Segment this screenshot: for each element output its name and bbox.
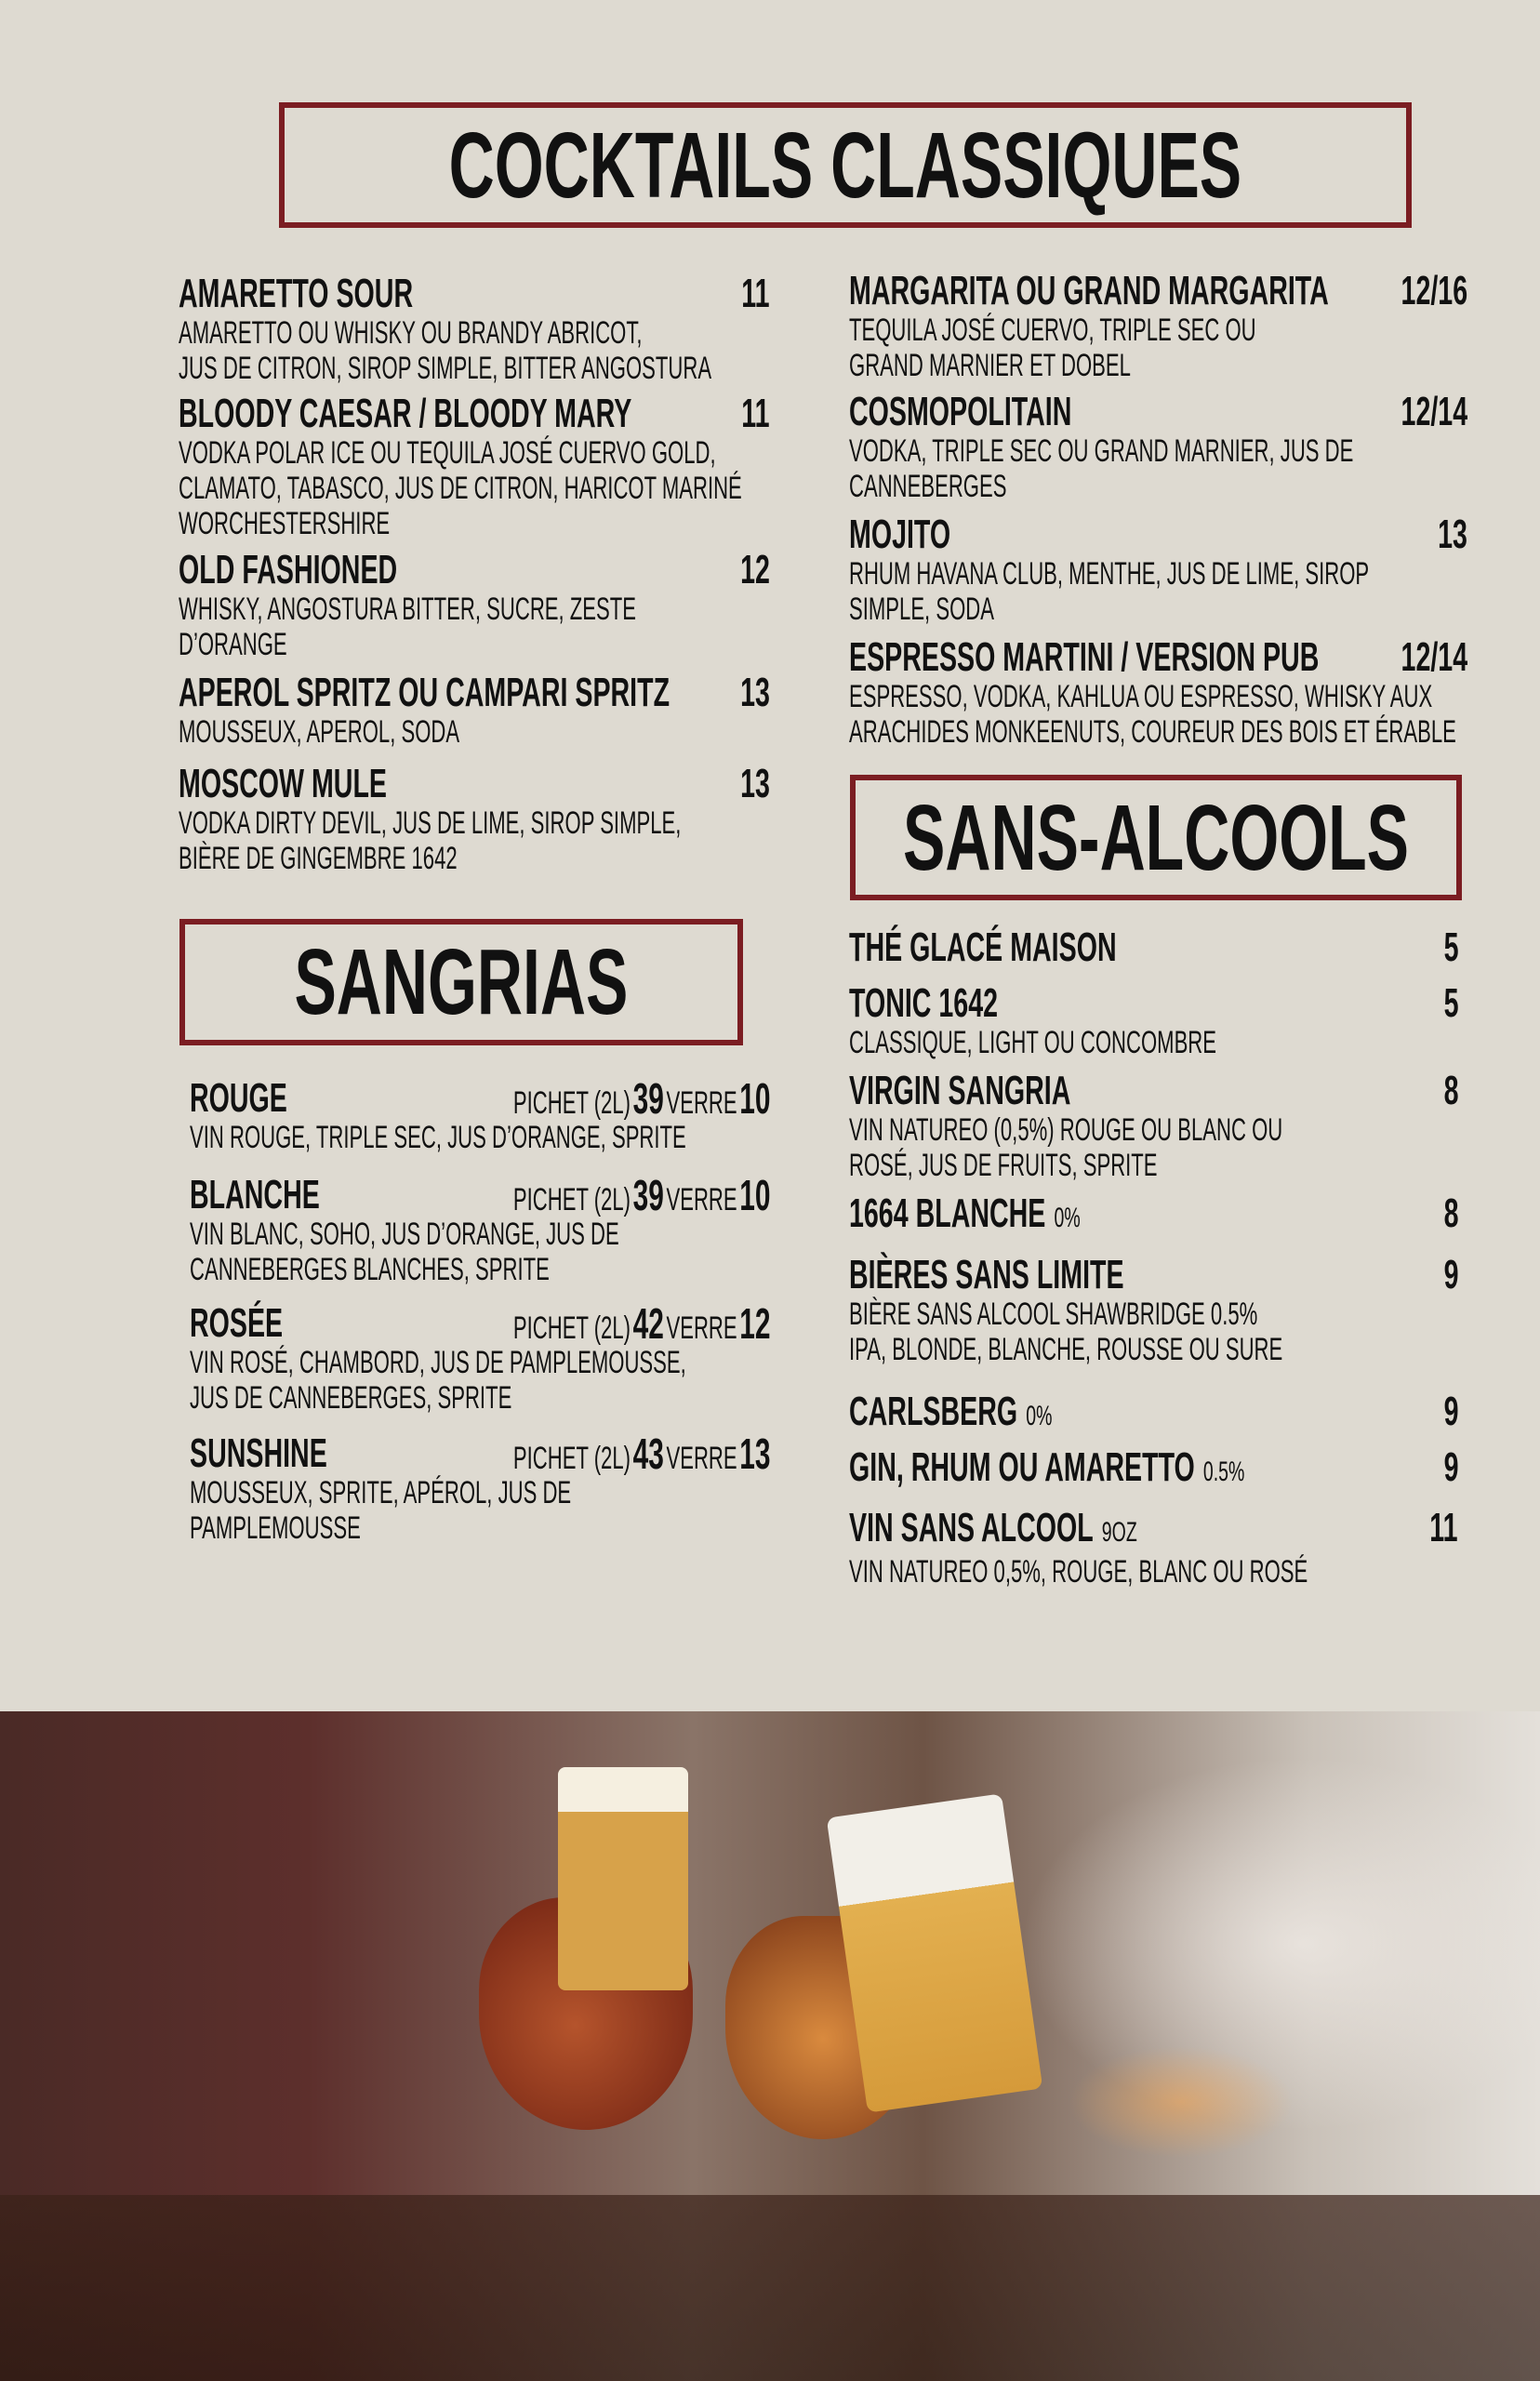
cocktail-item — [179, 672, 670, 750]
sangria-description: JUS DE CANNEBERGES, SPRITE — [190, 1380, 512, 1416]
cocktail-name: AMARETTO SOUR — [179, 271, 414, 316]
cocktails-title-box — [279, 102, 1412, 228]
sangria-prices — [511, 1074, 770, 1124]
glass-price: 10 — [738, 1074, 770, 1123]
sangria-name: BLANCHE — [190, 1172, 320, 1217]
sans-alcool-item — [849, 1507, 1308, 1590]
cocktail-item — [849, 513, 1369, 627]
cocktail-name: MOSCOW MULE — [179, 761, 388, 806]
cocktail-description: CLAMATO, TABASCO, JUS DE CITRON, HARICOT MARINÉ — [179, 471, 742, 506]
sangria-description: MOUSSEUX, SPRITE, APÉROL, JUS DE — [190, 1475, 572, 1510]
cocktail-description: VODKA POLAR ICE OU TEQUILA JOSÉ CUERVO GOLD, — [179, 435, 716, 471]
cocktail-description: D’ORANGE — [179, 627, 287, 662]
sangria-description: VIN BLANC, SOHO, JUS D’ORANGE, JUS DE — [190, 1217, 619, 1252]
cocktail-name: MOJITO — [849, 512, 951, 557]
sangria-description: VIN ROUGE, TRIPLE SEC, JUS D’ORANGE, SPRITE — [190, 1120, 686, 1155]
cocktail-price: 12/14 — [1401, 389, 1467, 434]
sans-alcool-name: GIN, RHUM OU AMARETTO 0.5% — [849, 1444, 1245, 1490]
sans-alcool-tag: 9OZ — [1101, 1517, 1137, 1548]
pitcher-label: PICHET (2L) — [512, 1441, 631, 1476]
sans-alcool-price: 8 — [1443, 1068, 1458, 1113]
sangrias-title: SANGRIAS — [294, 930, 629, 1034]
cocktail-description: CANNEBERGES — [849, 469, 1007, 504]
cocktail-item — [849, 636, 1456, 750]
glass-label: VERRE — [665, 1182, 737, 1217]
sans-alcool-item — [849, 1390, 1052, 1438]
sans-alcool-description: VIN NATUREO 0,5%, ROUGE, BLANC OU ROSÉ — [849, 1554, 1308, 1590]
sans-alcool-tag: 0% — [1026, 1401, 1053, 1431]
cocktail-description: MOUSSEUX, APEROL, SODA — [179, 714, 460, 750]
cocktail-price: 13 — [740, 670, 770, 715]
cocktail-item — [849, 270, 1329, 383]
sans-alcool-name: VIN SANS ALCOOL 9OZ — [849, 1505, 1137, 1550]
pitcher-label: PICHET (2L) — [512, 1085, 631, 1121]
sangria-prices — [511, 1171, 770, 1221]
sans-alcool-item — [849, 1446, 1244, 1494]
sans-alcool-price: 5 — [1443, 980, 1458, 1026]
glass-price: 10 — [738, 1171, 770, 1219]
cocktail-name: MARGARITA OU GRAND MARGARITA — [849, 268, 1329, 313]
cocktail-description: AMARETTO OU WHISKY OU BRANDY ABRICOT, — [179, 315, 643, 351]
cocktail-name: ESPRESSO MARTINI / VERSION PUB — [849, 634, 1320, 680]
pitcher-price: 42 — [632, 1299, 664, 1348]
pitcher-label: PICHET (2L) — [512, 1182, 631, 1217]
cocktail-description: VODKA, TRIPLE SEC OU GRAND MARNIER, JUS DE — [849, 433, 1354, 469]
sans-alcool-price: 9 — [1443, 1389, 1458, 1434]
pitcher-label: PICHET (2L) — [512, 1310, 631, 1346]
cocktails-title: COCKTAILS CLASSIQUES — [448, 113, 1242, 218]
cocktail-item — [849, 391, 1353, 504]
sans-alcool-price: 11 — [1429, 1505, 1458, 1550]
sans-alcool-item — [849, 1254, 1282, 1367]
sans-alcools-title-box — [850, 775, 1462, 900]
sangria-description: PAMPLEMOUSSE — [190, 1510, 361, 1546]
sangria-prices — [511, 1299, 770, 1350]
beer-glass-back — [558, 1767, 688, 1990]
cocktail-name: COSMOPOLITAIN — [849, 389, 1072, 434]
pitcher-price: 39 — [632, 1171, 664, 1219]
cocktail-price: 12/14 — [1401, 634, 1467, 680]
sangrias-title-box — [179, 919, 743, 1045]
sans-alcool-tag: 0.5% — [1202, 1457, 1245, 1487]
cocktail-description: WORCHESTERSHIRE — [179, 506, 391, 541]
cocktail-description: RHUM HAVANA CLUB, MENTHE, JUS DE LIME, SIROP — [849, 556, 1370, 592]
cocktail-name: OLD FASHIONED — [179, 547, 398, 592]
toast-photo — [0, 1711, 1540, 2381]
cocktail-description: JUS DE CITRON, SIROP SIMPLE, BITTER ANGOSTURA — [179, 351, 712, 386]
cocktail-description: BIÈRE DE GINGEMBRE 1642 — [179, 841, 458, 876]
sans-alcools-title: SANS-ALCOOLS — [903, 785, 1409, 890]
cocktail-name: APEROL SPRITZ OU CAMPARI SPRITZ — [179, 670, 670, 715]
sans-alcool-item — [849, 982, 1216, 1060]
sangria-description: VIN ROSÉ, CHAMBORD, JUS DE PAMPLEMOUSSE, — [190, 1345, 686, 1380]
cocktail-item — [179, 273, 711, 386]
sans-alcool-name: BIÈRES SANS LIMITE — [849, 1252, 1124, 1297]
glass-label: VERRE — [665, 1085, 737, 1121]
cocktail-price: 12 — [740, 547, 770, 592]
sans-alcool-tag: 0% — [1054, 1203, 1081, 1233]
sans-alcool-name: THÉ GLACÉ MAISON — [849, 924, 1117, 970]
sans-alcool-item — [849, 926, 1117, 969]
sans-alcool-description: VIN NATUREO (0,5%) ROUGE OU BLANC OU — [849, 1112, 1283, 1148]
cocktail-price: 12/16 — [1401, 268, 1467, 313]
glass-label: VERRE — [665, 1310, 737, 1346]
cocktail-description: ESPRESSO, VODKA, KAHLUA OU ESPRESSO, WHISKY AUX — [849, 679, 1433, 714]
cocktail-price: 11 — [741, 391, 770, 436]
glass-label: VERRE — [665, 1441, 737, 1476]
cocktail-item — [179, 392, 742, 541]
cocktail-description: GRAND MARNIER ET DOBEL — [849, 348, 1131, 383]
cocktail-item — [179, 763, 681, 876]
sans-alcool-description: BIÈRE SANS ALCOOL SHAWBRIDGE 0.5% — [849, 1297, 1258, 1332]
sans-alcool-item — [849, 1070, 1282, 1183]
sans-alcool-price: 9 — [1443, 1444, 1458, 1490]
sans-alcool-price: 9 — [1443, 1252, 1458, 1297]
cocktail-description: ARACHIDES MONKEENUTS, COUREUR DES BOIS ET ÉRABLE — [849, 714, 1456, 750]
cocktail-description: VODKA DIRTY DEVIL, JUS DE LIME, SIROP SIMPLE, — [179, 805, 682, 841]
sans-alcool-price: 8 — [1443, 1190, 1458, 1236]
glass-price: 12 — [738, 1299, 770, 1348]
sans-alcool-name: 1664 BLANCHE 0% — [849, 1190, 1081, 1236]
sans-alcool-price: 5 — [1443, 924, 1458, 970]
sangria-description: CANNEBERGES BLANCHES, SPRITE — [190, 1252, 550, 1287]
cocktail-price: 13 — [740, 761, 770, 806]
sangria-prices — [511, 1432, 770, 1480]
sans-alcool-description: ROSÉ, JUS DE FRUITS, SPRITE — [849, 1148, 1158, 1183]
sans-alcool-item — [849, 1192, 1081, 1240]
sangria-name: SUNSHINE — [190, 1430, 327, 1476]
pitcher-price: 43 — [632, 1430, 664, 1478]
table — [0, 2195, 1540, 2381]
cocktail-price: 13 — [1438, 512, 1467, 557]
sans-alcool-name: TONIC 1642 — [849, 980, 999, 1026]
glass-price: 13 — [738, 1430, 770, 1478]
sangria-name: ROSÉE — [190, 1300, 284, 1346]
sans-alcool-description: IPA, BLONDE, BLANCHE, ROUSSE OU SURE — [849, 1332, 1283, 1367]
sangria-name: ROUGE — [190, 1075, 287, 1121]
pitcher-price: 39 — [632, 1074, 664, 1123]
sans-alcool-name: VIRGIN SANGRIA — [849, 1068, 1071, 1113]
cocktail-item — [179, 549, 636, 662]
sans-alcool-description: CLASSIQUE, LIGHT OU CONCOMBRE — [849, 1025, 1217, 1060]
cocktail-description: TEQUILA JOSÉ CUERVO, TRIPLE SEC OU — [849, 313, 1256, 348]
cocktail-price: 11 — [741, 271, 770, 316]
cocktail-description: WHISKY, ANGOSTURA BITTER, SUCRE, ZESTE — [179, 592, 637, 627]
cocktail-name: BLOODY CAESAR / BLOODY MARY — [179, 391, 632, 436]
cocktail-description: SIMPLE, SODA — [849, 592, 994, 627]
sans-alcool-name: CARLSBERG 0% — [849, 1389, 1053, 1434]
